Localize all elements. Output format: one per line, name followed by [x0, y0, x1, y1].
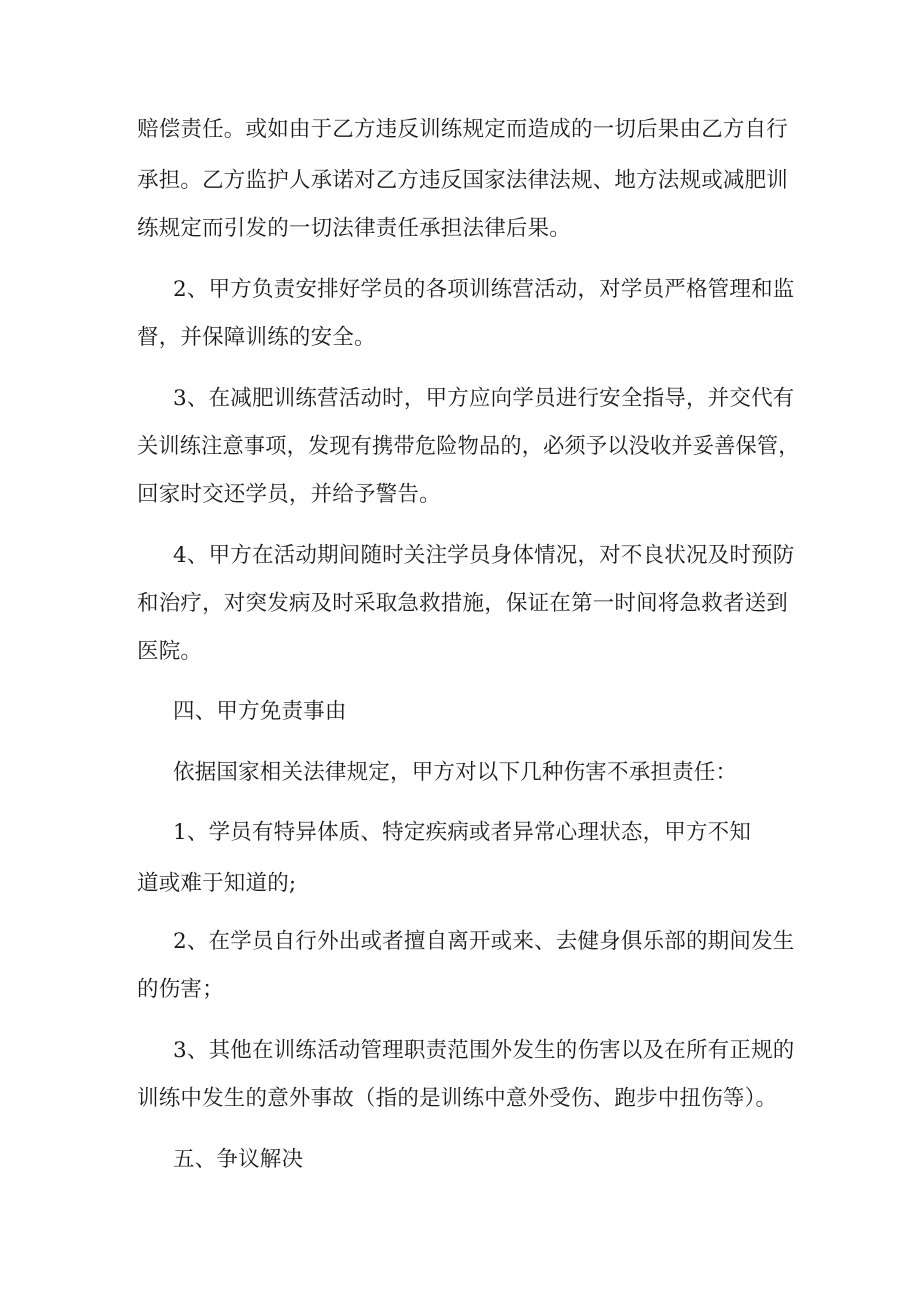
text-line: 关训练注意事项，发现有携带危险物品的，必须予以没收并妥善保管， — [137, 434, 800, 459]
text-line: 赔偿责任。或如由于乙方违反训练规定而造成的一切后果由乙方自行 — [137, 117, 789, 142]
text-line: 4、甲方在活动期间随时关注学员身体情况，对不良状况及时预防 — [173, 543, 795, 568]
text-line: 督，并保障训练的安全。 — [137, 325, 376, 350]
section-heading: 四、甲方免责事由 — [173, 699, 347, 724]
text-line: 的伤害； — [137, 977, 224, 1002]
text-line: 医院。 — [137, 639, 203, 664]
text-line: 道或难于知道的; — [137, 871, 297, 896]
text-line: 承担。乙方监护人承诺对乙方违反国家法律法规、地方法规或减肥训 — [137, 168, 789, 193]
text-line: 3、在减肥训练营活动时，甲方应向学员进行安全指导，并交代有 — [173, 386, 795, 411]
section-heading: 五、争议解决 — [173, 1147, 304, 1172]
text-line: 3、其他在训练活动管理职责范围外发生的伤害以及在所有正规的 — [173, 1038, 795, 1063]
text-line: 依据国家相关法律规定，甲方对以下几种伤害不承担责任： — [173, 760, 738, 785]
text-line: 训练中发生的意外事故（指的是训练中意外受伤、跑步中扭伤等）。 — [137, 1086, 778, 1111]
text-line: 和治疗，对突发病及时采取急救措施，保证在第一时间将急救者送到 — [137, 591, 789, 616]
text-line: 2、在学员自行外出或者擅自离开或来、去健身俱乐部的期间发生 — [173, 929, 795, 954]
text-line: 1、学员有特异体质、特定疾病或者异常心理状态，甲方不知 — [173, 820, 752, 845]
text-line: 2、甲方负责安排好学员的各项训练营活动，对学员严格管理和监 — [173, 277, 795, 302]
text-line: 回家时交还学员，并给予警告。 — [137, 482, 441, 507]
text-line: 练规定而引发的一切法律责任承担法律后果。 — [137, 216, 572, 241]
